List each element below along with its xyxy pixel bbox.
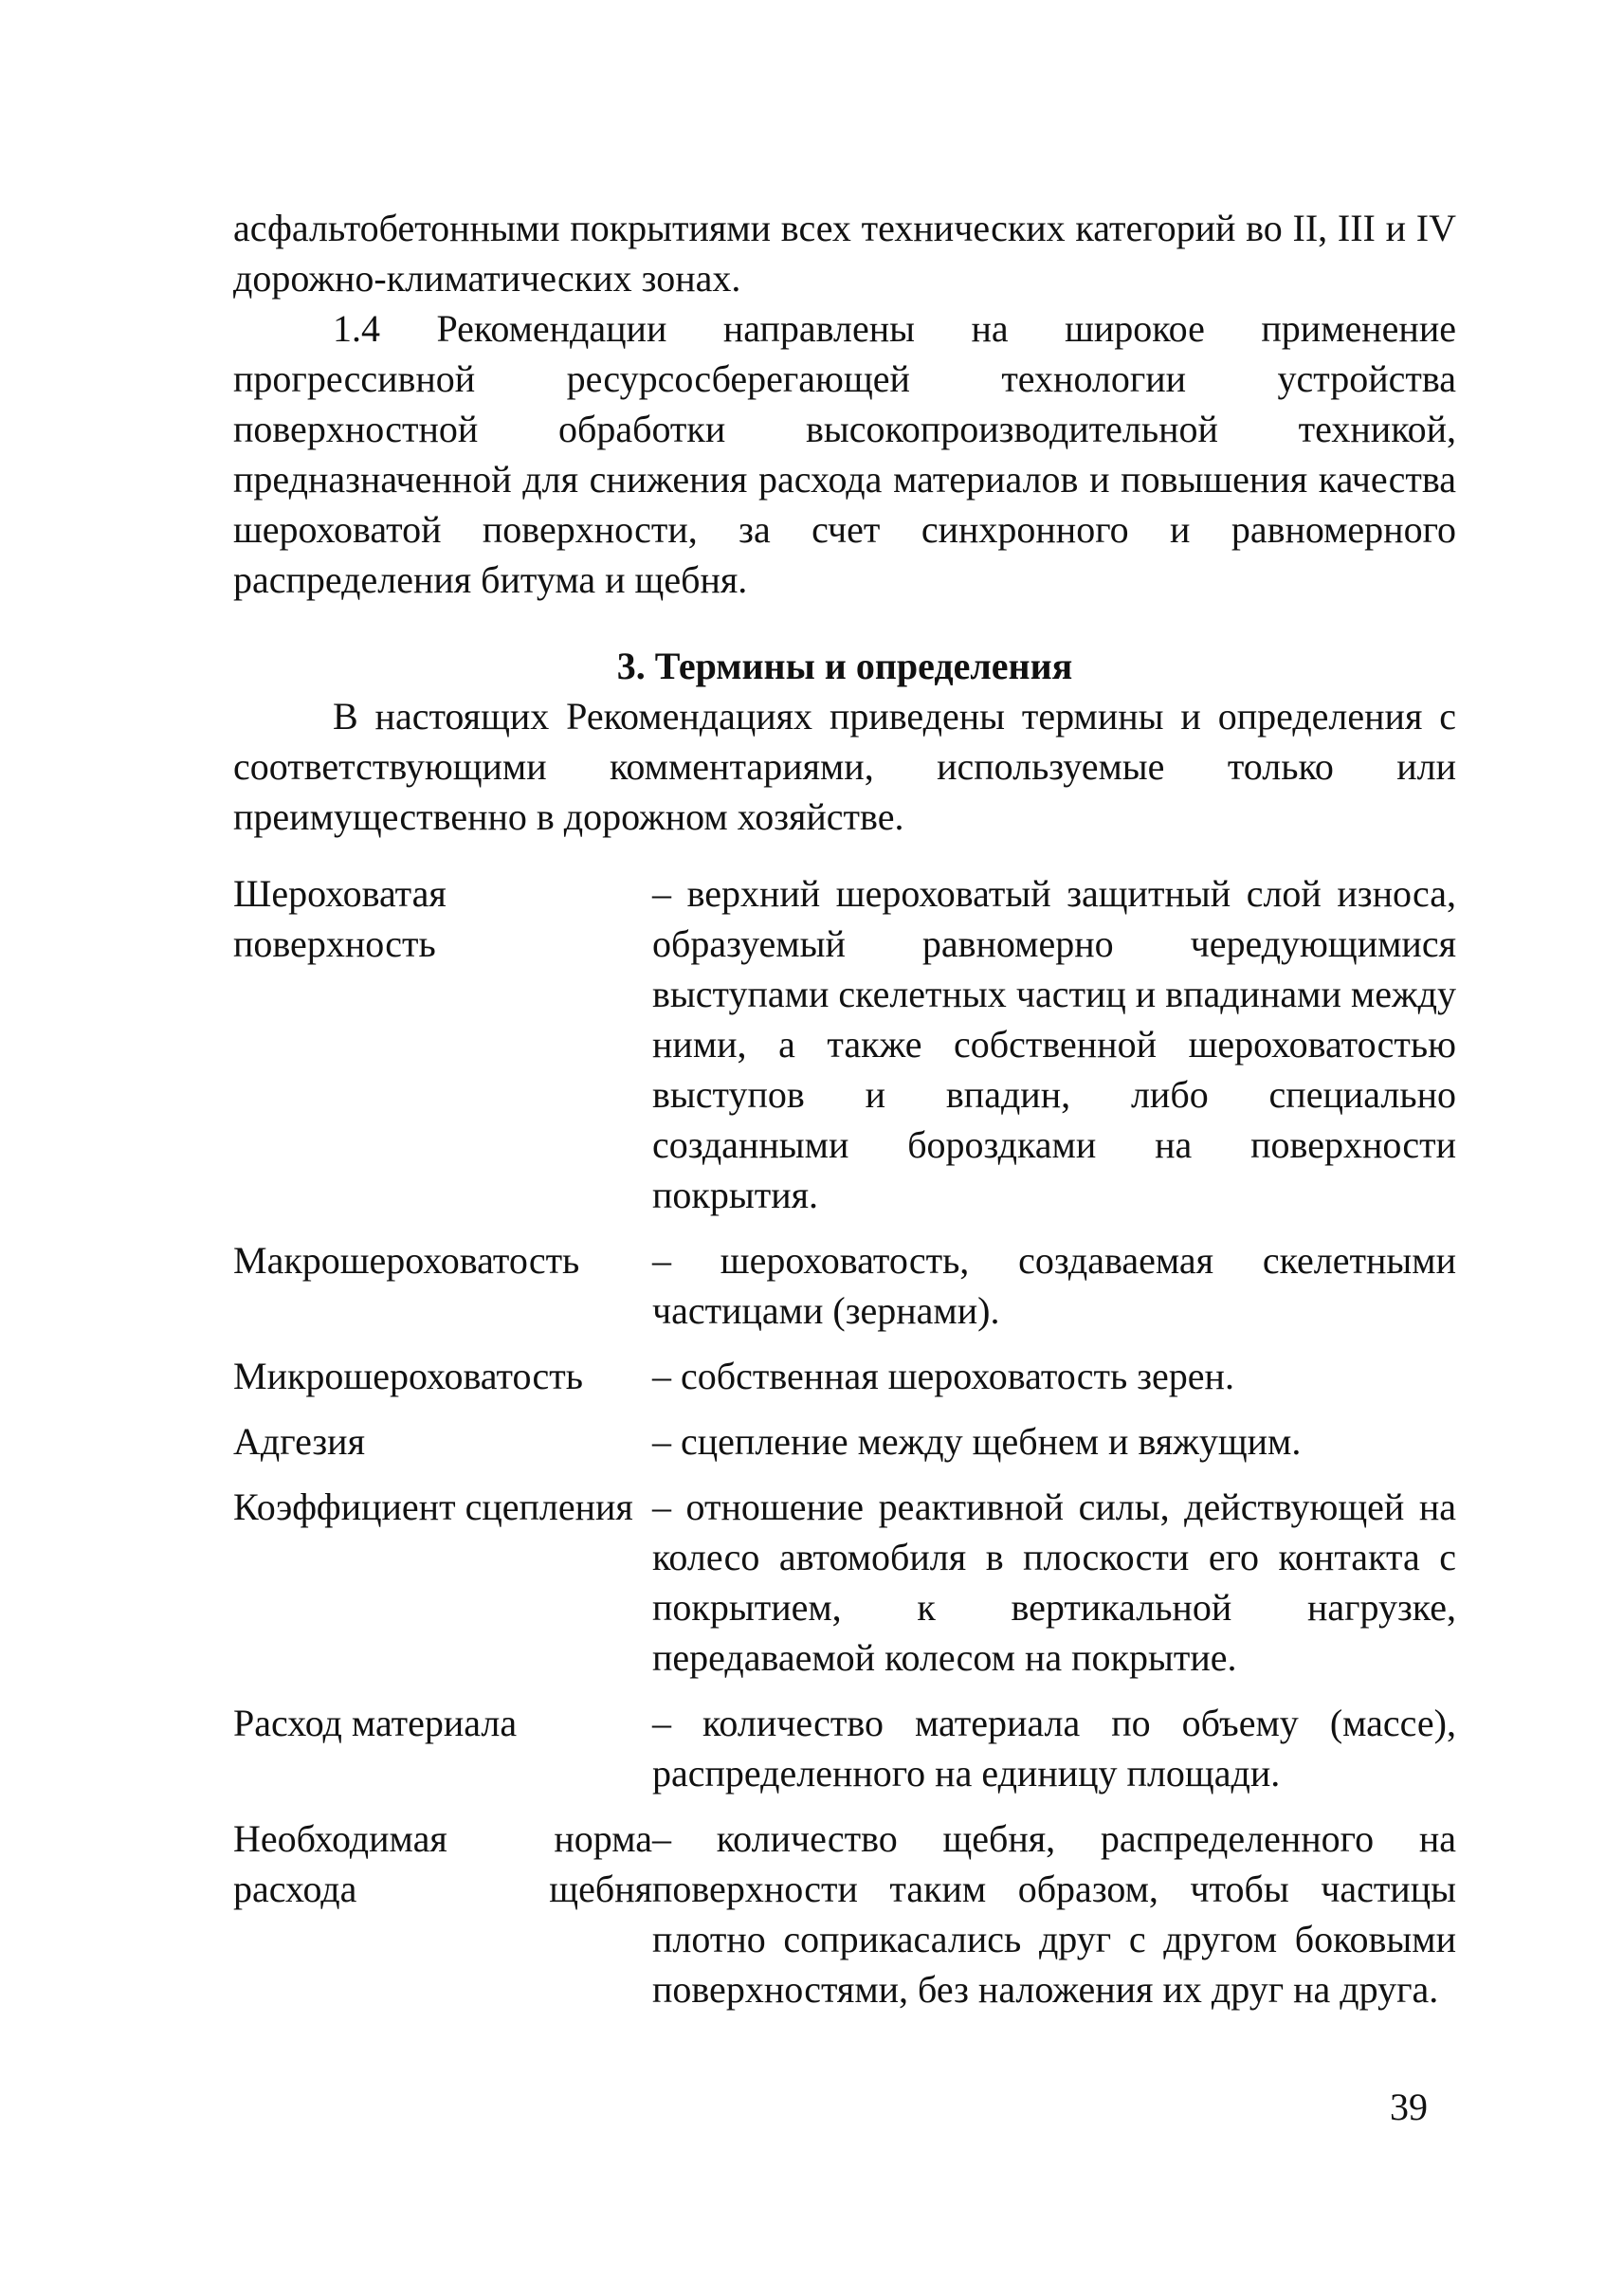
term-row xyxy=(233,1416,1456,1467)
terms-list xyxy=(233,868,1456,2014)
term-definition: – шероховатость, создаваемая скелетными частицами (зернами). xyxy=(652,1239,1456,1332)
term-name: Микрошероховатость xyxy=(233,1355,583,1397)
term-row xyxy=(233,1351,1456,1401)
term-row xyxy=(233,1813,1456,2014)
term-definition: – количество материала по объему (массе), распределенного на единицу площади. xyxy=(652,1702,1456,1795)
term-name: Шероховатая поверхность xyxy=(233,872,447,965)
term-definition: – количество щебня, распределенного на поверхности таким образом, чтобы частицы плотно соприкасались друг с другом боковыми поверхностями, без наложения их друг на друга. xyxy=(652,1817,1456,2011)
document-page xyxy=(233,203,1456,2030)
term-name: Коэффициент сцепления xyxy=(233,1485,633,1528)
term-name: Необходимая норма расхода щебня xyxy=(233,1817,652,1910)
term-name: Расход материала xyxy=(233,1702,518,1744)
term-row xyxy=(233,1235,1456,1336)
term-row xyxy=(233,868,1456,1220)
term-name: Макрошероховатость xyxy=(233,1239,580,1282)
term-definition: – собственная шероховатость зерен. xyxy=(652,1355,1234,1397)
page-number: 39 xyxy=(1390,2086,1428,2128)
paragraph-1-4: 1.4 Рекомендации направлены на широкое применение прогрессивной ресурсосберегающей технологии устройства поверхностной обработки высокопроизводительной техникой, предназначенной для снижения расхода материалов и повышения качества шероховатой поверхности, за счет синхронного и равномерного распределения битума и щебня. xyxy=(233,307,1456,601)
term-row xyxy=(233,1698,1456,1798)
term-row xyxy=(233,1482,1456,1683)
term-definition: – сцепление между щебнем и вяжущим. xyxy=(652,1420,1302,1463)
term-definition: – отношение реактивной силы, действующей на колесо автомобиля в плоскости его контакта с покрытием, к вертикальной нагрузке, передаваемой колесом на покрытие. xyxy=(652,1485,1456,1679)
section-title: 3. Термины и определения xyxy=(616,645,1073,687)
intro-paragraph-continuation: асфальтобетонными покрытиями всех технических категорий во II, III и IV дорожно-климатических зонах. xyxy=(233,207,1456,300)
section-intro: В настоящих Рекомендациях приведены термины и определения с соответствующими комментариями, используемые только или преимущественно в дорожном хозяйстве. xyxy=(233,695,1456,838)
term-definition: – верхний шероховатый защитный слой износа, образуемый равномерно чередующимися выступами скелетных частиц и впадинами между ними, а также собственной шероховатостью выступов и впадин, либо специально созданными бороздками на поверхности покрытия. xyxy=(652,872,1456,1216)
term-name: Адгезия xyxy=(233,1420,365,1463)
